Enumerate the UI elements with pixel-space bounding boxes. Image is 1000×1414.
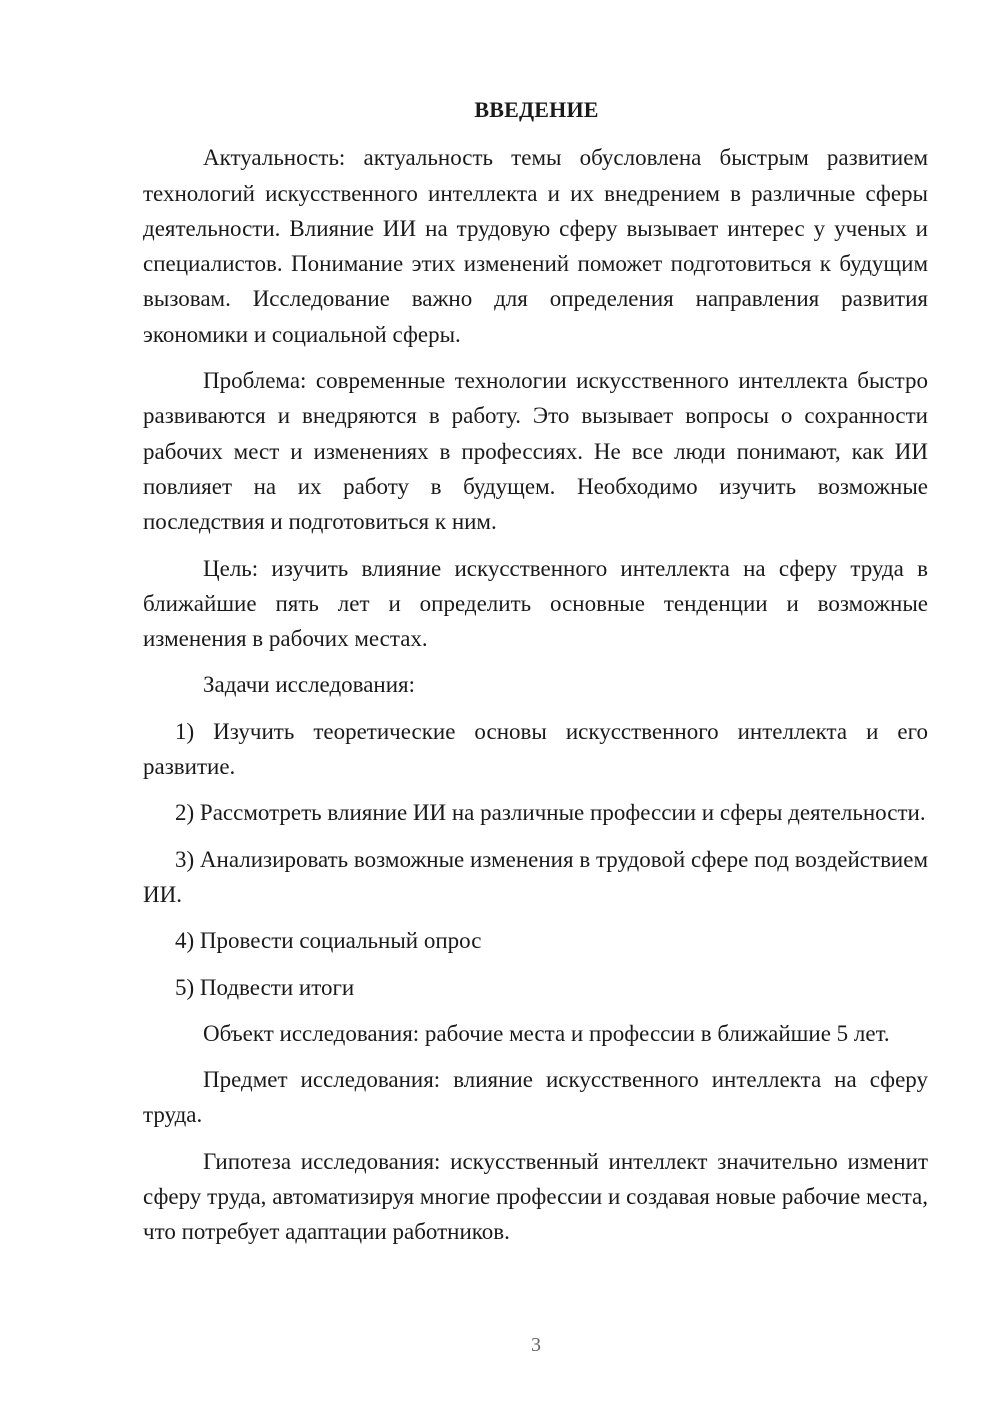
goal-paragraph: Цель: изучить влияние искусственного интеллекта на сферу труда в ближайшие пять лет и определить основные тенденции и возможные изменения в рабочих местах. — [143, 555, 928, 652]
problem-paragraph: Проблема: современные технологии искусственного интеллекта быстро развиваются и внедряются в работу. Это вызывает вопросы о сохранности рабочих мест и изменениях в профессиях. Не все люди понимают, как ИИ повлияет на их работу в будущем. Необходимо изучить возможные последствия и подготовиться к ним. — [143, 368, 928, 535]
hypothesis-paragraph: Гипотеза исследования: искусственный интеллект значительно изменит сферу труда, автоматизируя многие профессии и создавая новые рабочие места, что потребует адаптации работников. — [143, 1148, 928, 1245]
subject-paragraph: Предмет исследования: влияние искусственного интеллекта на сферу труда. — [143, 1067, 928, 1128]
tasks-heading: Задачи исследования: — [203, 672, 416, 698]
relevance-paragraph: Актуальность: актуальность темы обусловлена быстрым развитием технологий искусственного интеллекта и их внедрением в различные сферы деятельности. Влияние ИИ на трудовую сферу вызывает интерес у ученых и специалистов. Понимание этих изменений поможет подготовиться к будущим вызовам. Исследование важно для определения направления развития экономики и социальной сферы. — [143, 145, 928, 347]
object-paragraph: Объект исследования: рабочие места и профессии в ближайшие 5 лет. — [203, 1020, 890, 1046]
page-number: 3 — [531, 1334, 541, 1356]
task-item-2: 2) Рассмотреть влияние ИИ на различные профессии и сферы деятельности. — [175, 800, 926, 826]
task-item-3: 3) Анализировать возможные изменения в трудовой сфере под воздействием ИИ. — [143, 846, 928, 907]
task-item-5: 5) Подвести итоги — [175, 974, 355, 1000]
task-item-1: 1) Изучить теоретические основы искусственного интеллекта и его развитие. — [143, 718, 928, 780]
page-title: ВВЕДЕНИЕ — [474, 97, 599, 122]
page-content — [143, 92, 928, 1261]
task-item-4: 4) Провести социальный опрос — [175, 928, 482, 954]
